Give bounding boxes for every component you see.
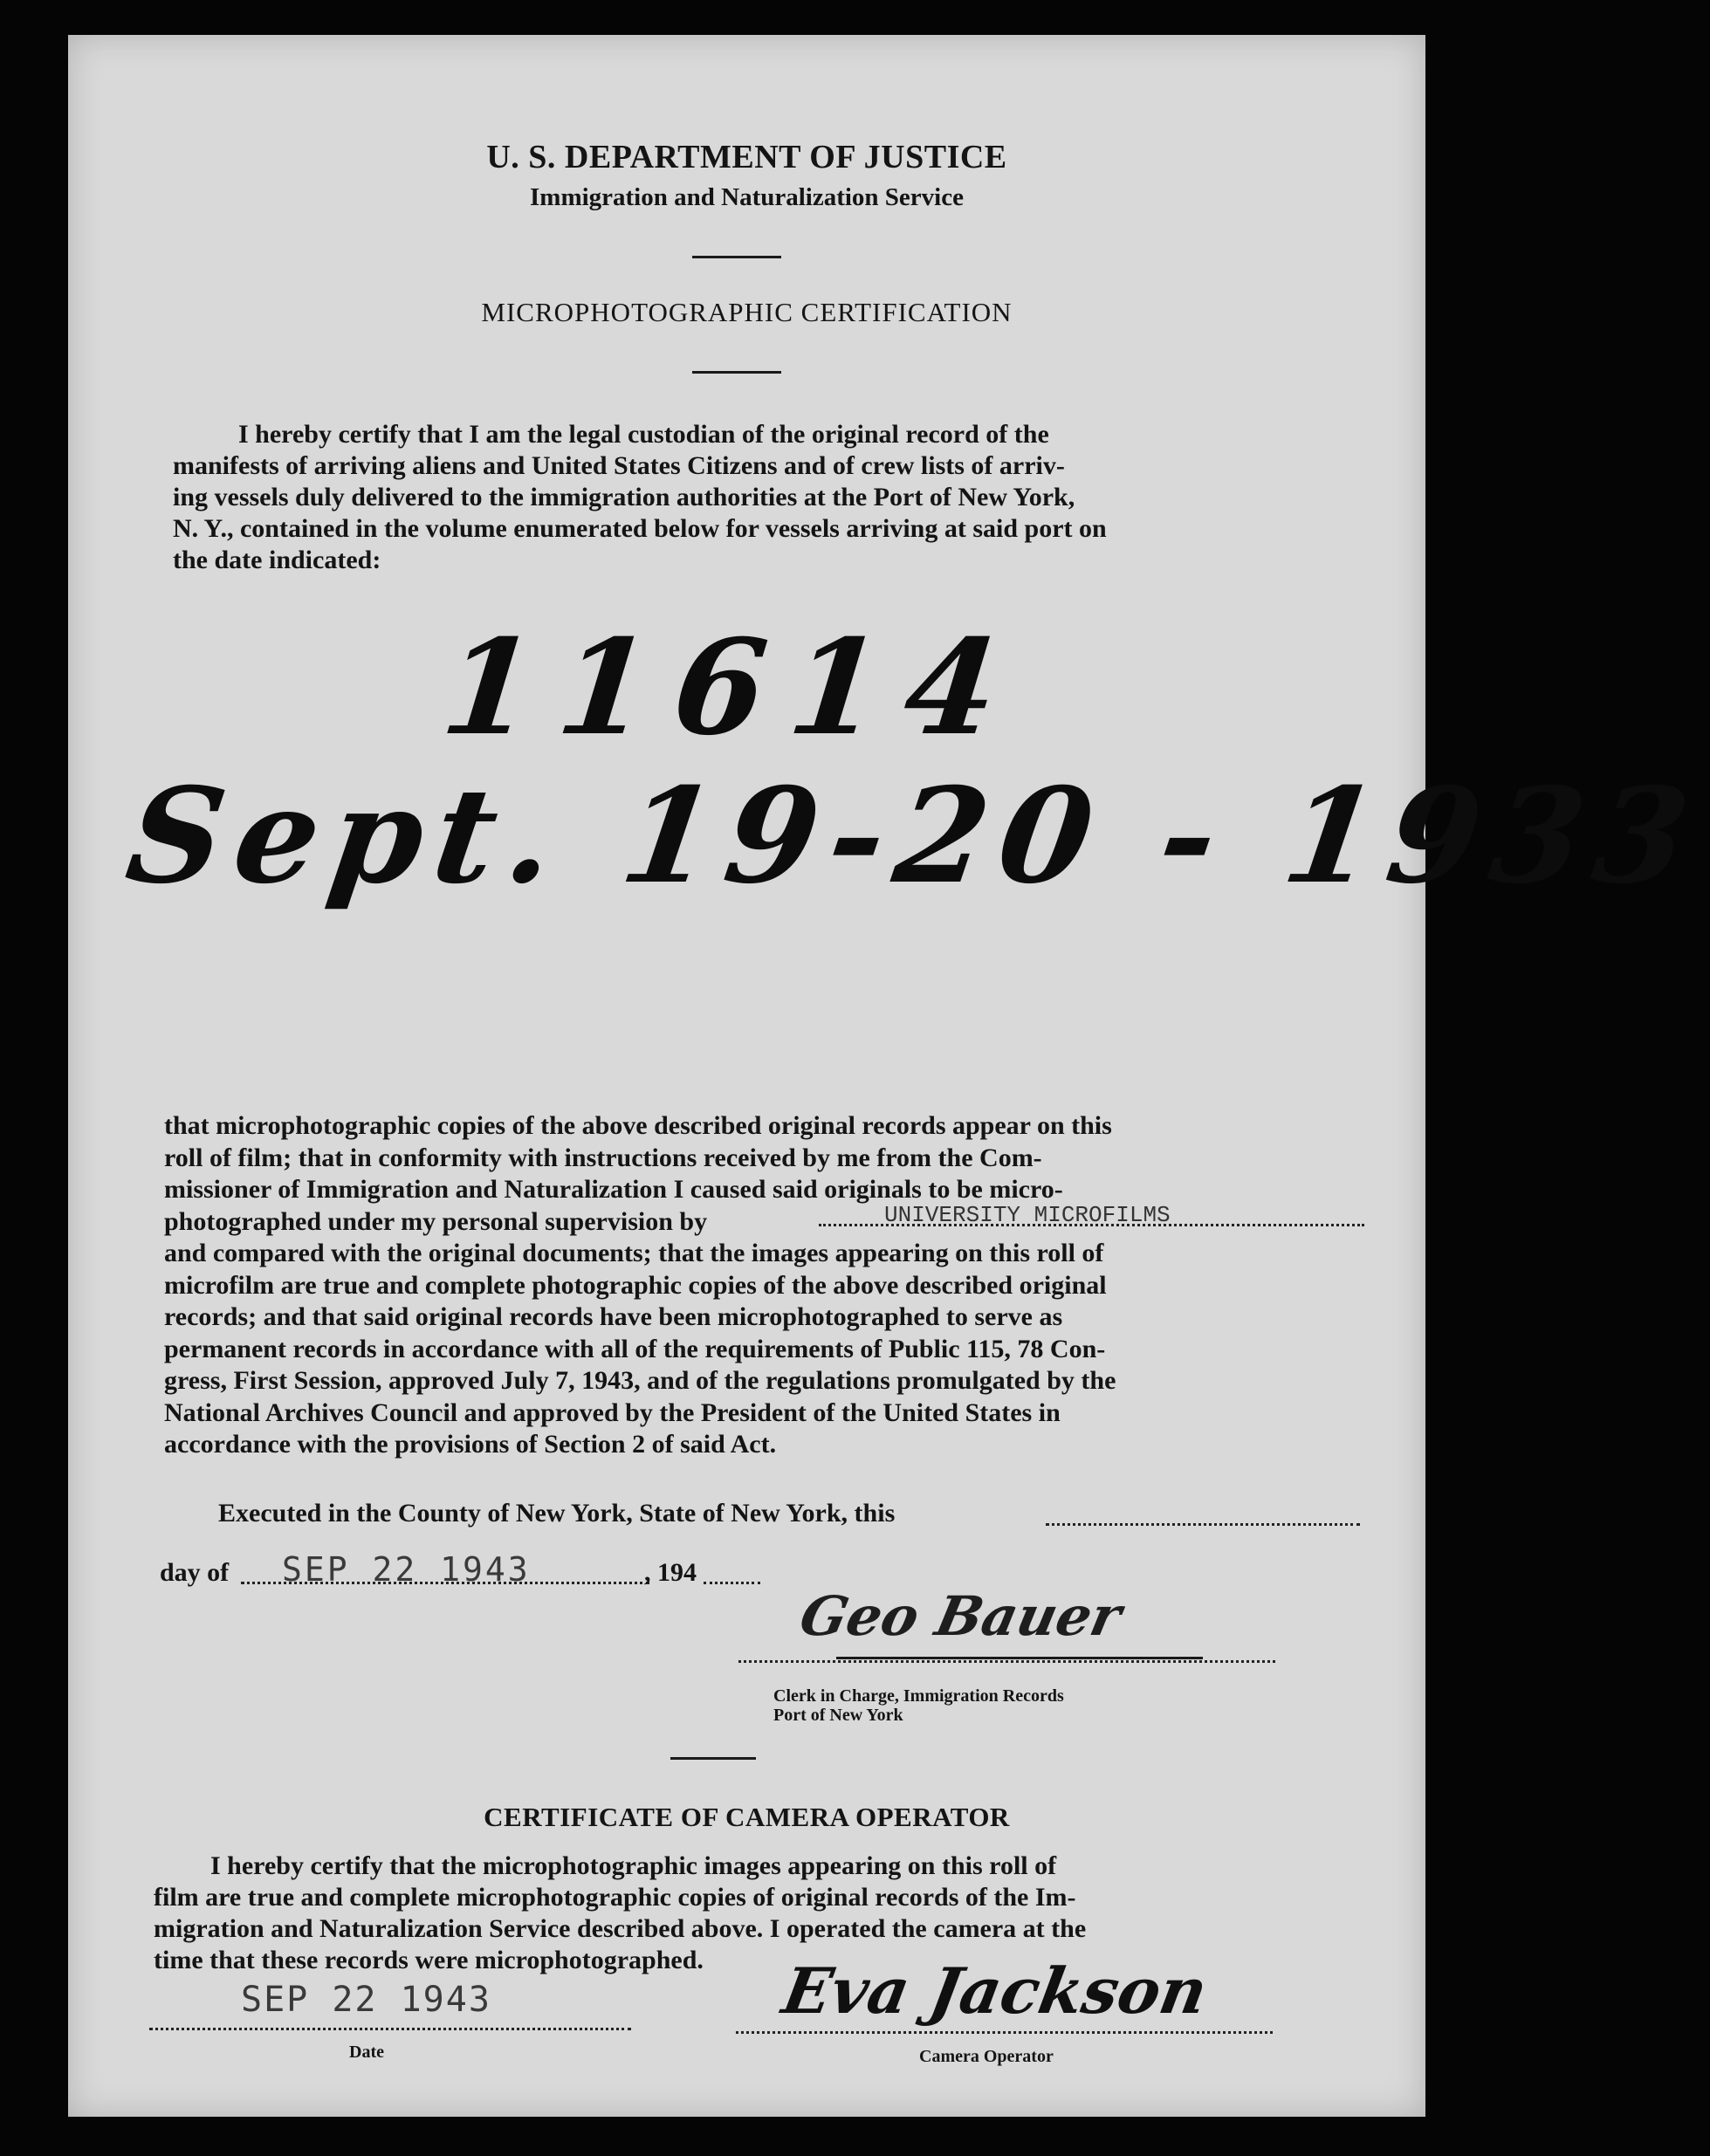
intro-paragraph bbox=[173, 419, 1364, 576]
section-divider bbox=[670, 1757, 756, 1760]
body-line: National Archives Council and approved by the President of the United States in bbox=[164, 1397, 1061, 1427]
body-line: microfilm are true and complete photographic copies of the above described original bbox=[164, 1270, 1107, 1300]
operator-line: I hereby certify that the microphotographic images appearing on this roll of bbox=[210, 1851, 1057, 1880]
date-dotted-line bbox=[149, 2028, 631, 2030]
year-label: , 194 bbox=[644, 1558, 697, 1587]
certification-title: MICROPHOTOGRAPHIC CERTIFICATION bbox=[481, 297, 1013, 327]
execution-day-dotted-line bbox=[1046, 1523, 1360, 1526]
operator-signature: Eva Jackson bbox=[777, 1953, 1213, 2028]
body-line: missioner of Immigration and Naturalization I caused said originals to be micro- bbox=[164, 1175, 1063, 1204]
execution-line: Executed in the County of New York, State of New York, this bbox=[218, 1499, 896, 1528]
intro-line: N. Y., contained in the volume enumerated below for vessels arriving at said port on bbox=[173, 514, 1107, 543]
certificate-page bbox=[68, 35, 1710, 2117]
date-label: Date bbox=[349, 2043, 384, 2062]
body-line: permanent records in accordance with all of the requirements of Public 115, 78 Con- bbox=[164, 1334, 1106, 1363]
body-line: records; and that said original records have been microphotographed to serve as bbox=[164, 1302, 1063, 1331]
clerk-signature-stroke bbox=[836, 1657, 1203, 1659]
body-line: that microphotographic copies of the above described original records appear on this bbox=[164, 1111, 1112, 1140]
operator-signature-line bbox=[736, 2031, 1273, 2034]
clerk-signature: Geo Bauer bbox=[794, 1584, 1127, 1648]
title-divider bbox=[692, 371, 781, 374]
year-dotted-line bbox=[704, 1582, 760, 1584]
body-line: photographed under my personal supervision by bbox=[164, 1206, 708, 1236]
service-subheading: Immigration and Naturalization Service bbox=[530, 183, 964, 211]
header-divider bbox=[692, 256, 781, 258]
handwritten-volume-number: 11614 bbox=[435, 611, 1030, 765]
body-line: roll of film; that in conformity with instructions received by me from the Com- bbox=[164, 1143, 1042, 1172]
operator-line: migration and Naturalization Service described above. I operated the camera at the bbox=[154, 1914, 1087, 1943]
intro-line: the date indicated: bbox=[173, 546, 381, 574]
body-line: and compared with the original documents; that the images appearing on this roll of bbox=[164, 1239, 1104, 1267]
intro-line: ing vessels duly delivered to the immigration authorities at the Port of New York, bbox=[173, 483, 1075, 512]
body-line: gress, First Session, approved July 7, 1943, and of the regulations promulgated by the bbox=[164, 1366, 1116, 1395]
body-line: accordance with the provisions of Section 2 of said Act. bbox=[164, 1430, 777, 1459]
body-paragraph bbox=[164, 1110, 1369, 1461]
camera-operator-label: Camera Operator bbox=[919, 2047, 1054, 2066]
clerk-title-line: Clerk in Charge, Immigration Records bbox=[773, 1686, 1064, 1706]
operator-heading: CERTIFICATE OF CAMERA OPERATOR bbox=[484, 1802, 1010, 1832]
department-heading: U. S. DEPARTMENT OF JUSTICE bbox=[486, 139, 1007, 175]
intro-line: manifests of arriving aliens and United States Citizens and of crew lists of arriv- bbox=[173, 451, 1065, 480]
execution-stamp-date: SEP 22 1943 bbox=[282, 1550, 531, 1589]
intro-line: I hereby certify that I am the legal custodian of the original record of the bbox=[238, 420, 1049, 449]
handwritten-dates: Sept. 19-20 - 1933 bbox=[118, 759, 1710, 913]
clerk-title-line: Port of New York bbox=[773, 1706, 903, 1725]
day-of-label: day of bbox=[160, 1558, 230, 1587]
operator-line: time that these records were microphotographed. bbox=[154, 1946, 704, 1974]
operator-stamp-date: SEP 22 1943 bbox=[241, 1980, 491, 2020]
operator-line: film are true and complete microphotographic copies of original records of the Im- bbox=[154, 1883, 1076, 1912]
supervisor-line bbox=[164, 1206, 1369, 1239]
supervisor-typed-name: UNIVERSITY MICROFILMS bbox=[884, 1202, 1171, 1228]
clerk-signature-line bbox=[738, 1660, 1275, 1663]
clerk-title bbox=[773, 1686, 1064, 1725]
